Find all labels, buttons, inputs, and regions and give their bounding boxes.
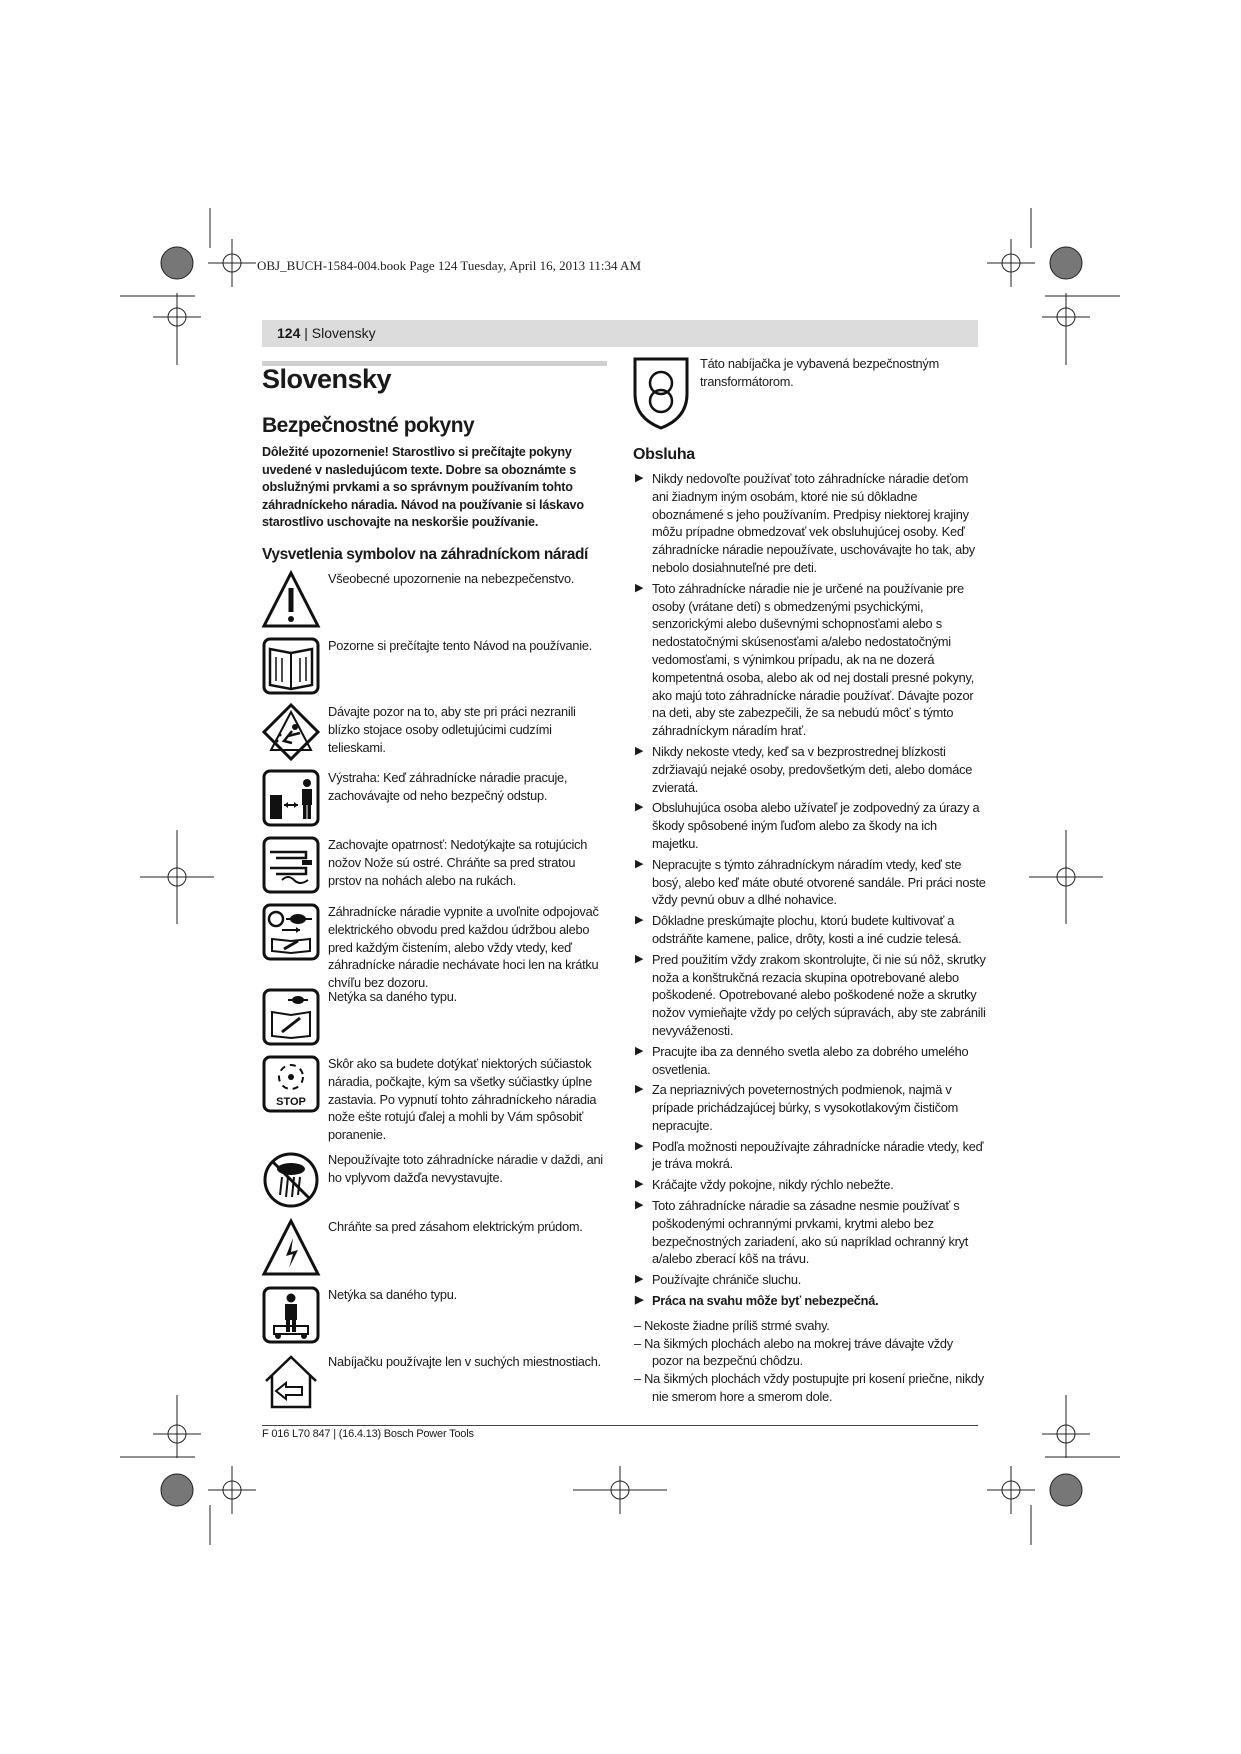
intro-paragraph: Dôležité upozornenie! Starostlivo si prečítajte pokyny uvedené v nasledujúcom texte. Dobre sa oboznámte s obslužnými prvkami a so správnym používaním tohto záhradníckeho náradia. Návod na používanie si láskavo starostlivo uschovajte na neskoršie používanie. — [262, 445, 584, 530]
maintenance-icon — [262, 988, 320, 1046]
bullet-arrow-icon: ▶ — [635, 472, 644, 484]
bullet-arrow-icon: ▶ — [635, 857, 644, 870]
list-item: ▶ Toto záhradnícke náradie sa zásadne nesmie používať s poškodenými ochrannými prvkami, krytmi alebo bez bezpečnostných zariadení, ako sú napríklad ochranný kryt a/alebo zberací kôš na trávu. — [635, 1198, 969, 1267]
page-title: Slovensky — [262, 364, 392, 394]
list-item: ▶ Nikdy nekoste vtedy, keď sa v bezprostrednej blízkosti zdržiavajú nejaké osoby, predovšetkým deti, alebo domáce zvieratá. — [635, 743, 973, 795]
header-separator: | — [300, 325, 312, 341]
unplug-icon — [262, 903, 320, 961]
operation-heading: Obsluha — [633, 446, 695, 463]
starburst-mark-icon — [161, 247, 193, 279]
list-item: ▶ Nikdy nedovoľte používať toto záhradnícke náradie deťom ani žiadnym iným osobám, ktoré nie sú dôkladne oboznámené s jeho používaním. Predpisy niektorej krajiny môžu prípadne obmedzovať vek obsluhujúcej osoby. Keď záhradnícke náradie nepoužívate, uschovávajte ho tak, aby nebolo dosiahnuteľné pre deti. — [635, 471, 975, 575]
slope-item: – Na šikmých plochách vždy postupujte pri kosení priečne, nikdy nie smerom hore a smerom dole. — [634, 1371, 984, 1405]
symbol-text: Zachovajte opatrnosť: Nedotýkajte sa rotujúcich nožov Nože sú ostré. Chráňte sa pred stratou prstov na nohách alebo na rukách. — [328, 837, 588, 888]
electric-shock-icon — [262, 1218, 320, 1276]
bullet-arrow-icon: ▶ — [635, 914, 644, 927]
symbol-text: Netýka sa daného typu. — [328, 1287, 457, 1302]
read-manual-icon — [262, 637, 320, 695]
symbol-text: Všeobecné upozornenie na nebezpečenstvo. — [328, 571, 575, 586]
list-item: ▶ Za nepriaznivých poveternostných podmienok, najmä v prípade prichádzajúcej búrky, s vysokotlakovým čističom nepracujte. — [635, 1082, 959, 1133]
symbol-text: Záhradnícke náradie vypnite a uvoľnite odpojovač elektrického obvodu pred každou údržbou alebo pred každým čistením, alebo vždy vtedy, keď záhradnícke náradie nechávate hoci len na krátku chvíľu bez dozoru. — [328, 904, 599, 991]
bullet-arrow-icon: ▶ — [635, 952, 644, 965]
footer-rule — [262, 1425, 978, 1426]
safety-transformer-icon — [632, 356, 690, 430]
file-header: OBJ_BUCH-1584-004.book Page 124 Tuesday, April 16, 2013 11:34 AM — [257, 258, 642, 273]
list-item: ▶ Toto záhradnícke náradie nie je určené na používanie pre osoby (vrátane detí) s obmedzenými psychickými, senzorickými alebo duševnými schopnosťami alebo s nedostatočnými skúsenosťami a/alebo nedostatočnými vedomosťami, s výnimkou prípadu, ak na ne dozerá kompetentná osoba, alebo ak od nej dostali presné pokyny, ako majú toto záhradnícke náradie používať. Dávajte pozor na deti, aby ste zabezpečili, že sa nebudú môcť s týmto záhradníckym náradím hrať. — [635, 580, 975, 739]
list-item: ▶ Obsluhujúca osoba alebo užívateľ je zodpovedný za úrazy a škody spôsobené iným ľuďom alebo za škody na ich majetku. — [635, 800, 980, 851]
symbol-text: Nabíjačku používajte len v suchých miestnostiach. — [328, 1354, 601, 1369]
symbol-text: Netýka sa daného typu. — [328, 989, 457, 1004]
bullet-arrow-icon: ▶ — [635, 1083, 644, 1096]
thrown-objects-icon — [262, 703, 320, 761]
page-header — [277, 325, 376, 341]
bullet-arrow-icon: ▶ — [635, 1199, 644, 1212]
bullet-arrow-icon: ▶ — [635, 1273, 644, 1286]
stop-wait-icon — [262, 1055, 320, 1113]
bullet-arrow-icon: ▶ — [635, 801, 644, 814]
symbol-text: Výstraha: Keď záhradnícke náradie pracuje, zachovávajte od neho bezpečný odstup. — [328, 770, 568, 803]
list-item: ▶ Pred použitím vždy zrakom skontrolujte, či nie sú nôž, skrutky noža a konštrukčná rezacia skupina opotrebované alebo poškodené. Opotrebované alebo poškodené nože a skrutky nožov vymieňajte vždy po celých súpravách, aby ste zabránili nevyváženosti. — [635, 951, 986, 1038]
bullet-arrow-icon: ▶ — [635, 1178, 644, 1191]
list-item: ▶ Podľa možnosti nepoužívajte záhradnícke náradie vtedy, keď je tráva mokrá. — [635, 1138, 984, 1172]
list-item: ▶ Práca na svahu môže byť nebezpečná. — [635, 1293, 879, 1309]
symbol-text: Dávajte pozor na to, aby ste pri práci nezranili blízko stojace osoby odletujúcimi cudzími telieskami. — [328, 704, 576, 755]
list-item: ▶ Pracujte iba za denného svetla alebo za dobrého umelého osvetlenia. — [635, 1043, 969, 1077]
no-rain-icon — [262, 1151, 320, 1209]
safety-transformer-text: Táto nabíjačka je vybavená bezpečnostným transformátorom. — [700, 356, 939, 389]
slope-item: – Na šikmých plochách alebo na mokrej tráve dávajte vždy pozor na bezpečnú chôdzu. — [634, 1335, 953, 1369]
symbol-text: Nepoužívajte toto záhradnícke náradie v daždi, ani ho vplyvom dažďa nevystavujte. — [328, 1152, 603, 1185]
symbols-heading: Vysvetlenia symbolov na záhradníckom náradí — [262, 546, 588, 563]
symbol-text: Pozorne si prečítajte tento Návod na používanie. — [328, 638, 593, 653]
page-header-bar — [262, 320, 978, 347]
operator-icon — [262, 1286, 320, 1344]
indoor-house-icon — [262, 1353, 320, 1411]
svg-text:STOP: STOP — [276, 1096, 306, 1108]
header-language: Slovensky — [311, 325, 376, 341]
footer: F 016 L70 847 | (16.4.13) Bosch Power Tools — [262, 1428, 474, 1440]
slope-item: – Nekoste žiadne príliš strmé svahy. — [634, 1317, 830, 1333]
operation-list — [634, 470, 986, 1406]
list-item: ▶ Dôkladne preskúmajte plochu, ktorú budete kultivovať a odstráňte kamene, palice, drôty, kosti a iné cudzie telesá. — [635, 913, 962, 946]
section-title: Bezpečnostné pokyny — [262, 414, 475, 437]
symbol-text: Chráňte sa pred zásahom elektrickým prúdom. — [328, 1219, 583, 1234]
bullet-arrow-icon: ▶ — [635, 744, 644, 757]
bullet-arrow-icon: ▶ — [635, 1294, 644, 1307]
bullet-arrow-icon: ▶ — [635, 581, 644, 594]
list-item: ▶ Nepracujte s týmto záhradníckym náradím vtedy, keď ste bosý, alebo keď máte obuté otvorené sandále. Pri práci noste vždy pevnú obuv a dlhé nohavice. — [635, 856, 986, 908]
warning-triangle-icon — [262, 570, 320, 628]
bullet-arrow-icon: ▶ — [635, 1044, 644, 1057]
safe-distance-icon — [262, 769, 320, 827]
list-item: ▶ Kráčajte vždy pokojne, nikdy rýchlo nebežte. — [635, 1177, 894, 1193]
symbol-text: Skôr ako sa budete dotýkať niektorých súčiastok náradia, počkajte, kým sa všetky súčiastky úplne zastavia. Po vypnutí tohto záhradníckeho náradia nože ešte rotujú ďalej a mohli by Vám spôsobiť poranenie. — [328, 1056, 597, 1143]
list-item: ▶ Používajte chrániče sluchu. — [635, 1272, 802, 1288]
page-number: 124 — [277, 325, 301, 341]
bullet-arrow-icon: ▶ — [635, 1139, 644, 1152]
rotating-blades-icon — [262, 836, 320, 894]
